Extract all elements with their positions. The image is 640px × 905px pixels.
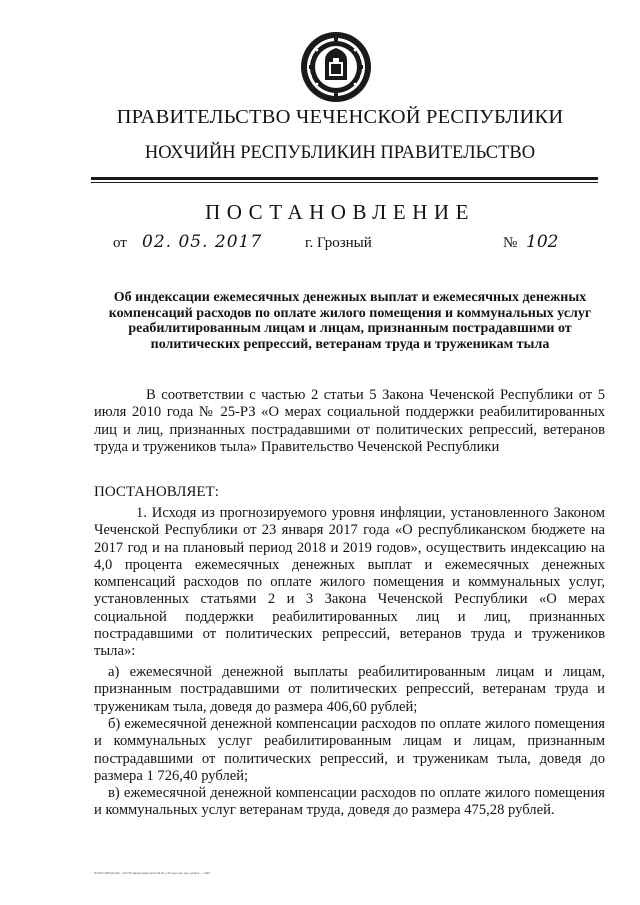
date-prefix: от xyxy=(113,235,127,251)
government-name-russian: ПРАВИТЕЛЬСТВО ЧЕЧЕНСКОЙ РЕСПУБЛИКИ xyxy=(116,106,564,128)
resolves-heading: ПОСТАНОВЛЯЕТ: xyxy=(94,484,219,500)
coat-of-arms-icon xyxy=(299,30,373,104)
preamble-paragraph: В соответствии с частью 2 статьи 5 Закона Чеченской Республики от 5 июля 2010 года № 25-РЗ «О мерах социальной поддержки реабилитированных лиц и лиц, признанных пострадавшими от политических репрессий, ветеранов труда и тружеников тыла» Правительство Чеченской Республики xyxy=(94,387,605,455)
paragraph-1b: б) ежемесячной денежной компенсации расходов по оплате жилого помещения и коммунальных услуг реабилитированным лицам и лицам, признанным пострадавшими от политических репрессий, и труженикам тыла, доведя до размера 1 726,40 рублей; xyxy=(94,716,605,784)
date-value: 02. 05. 2017 xyxy=(142,232,263,252)
document-subject: Об индексации ежемесячных денежных выплат и ежемесячных денежных компенсаций расходов по оплате жилого помещения и коммунальных услуг реабилитированным лицам и лицам, признанным пострадавшими от политических репрессий, ветеранам труда и труженикам тыла xyxy=(108,290,592,352)
number-value: 102 xyxy=(526,232,559,252)
city: г. Грозный xyxy=(305,235,372,251)
paragraph-1c: в) ежемесячной денежной компенсации расходов по оплате жилого помещения и коммунальных услуг ветеранам труда, доведя до размера 475,28 рублей. xyxy=(94,785,605,819)
government-name-chechen: НОХЧИЙН РЕСПУБЛИКИН ПРАВИТЕЛЬСТВО xyxy=(144,143,536,163)
paragraph-1a: а) ежемесячной денежной выплаты реабилитированным лицам и лицам, признанным пострадавшими от политических репрессий, ветеранам труда и труженикам тыла, доведя до размера 406,60 рублей; xyxy=(94,664,605,715)
header-rule-thin xyxy=(91,182,598,183)
header-rule-thick xyxy=(91,177,598,180)
footer-file-code: Чеч001\ИПОД\Ден - 201705.индексация выпл.04.05.-126 мер.соц. дов. размер ..., 0001 xyxy=(94,871,211,875)
paragraph-1: 1. Исходя из прогнозируемого уровня инфляции, установленного Законом Чеченской Республики от 23 января 2017 года «О республиканском бюджете на 2017 год и на плановый период 2018 и 2019 годов», осуществить индексацию на 4,0 процента ежемесячных денежных выплат и ежемесячных денежных компенсаций расходов по оплате жилого помещения и коммунальных услуг, установленных статьями 2 и 3 Закона Чеченской Республики «О мерах социальной поддержки реабилитированных лиц и лиц, признанных пострадавшими от политических репрессий, ветеранов труда и тружеников тыла»: xyxy=(94,505,605,660)
number-prefix: № xyxy=(503,235,518,251)
document-title: ПОСТАНОВЛЕНИЕ xyxy=(205,200,475,224)
